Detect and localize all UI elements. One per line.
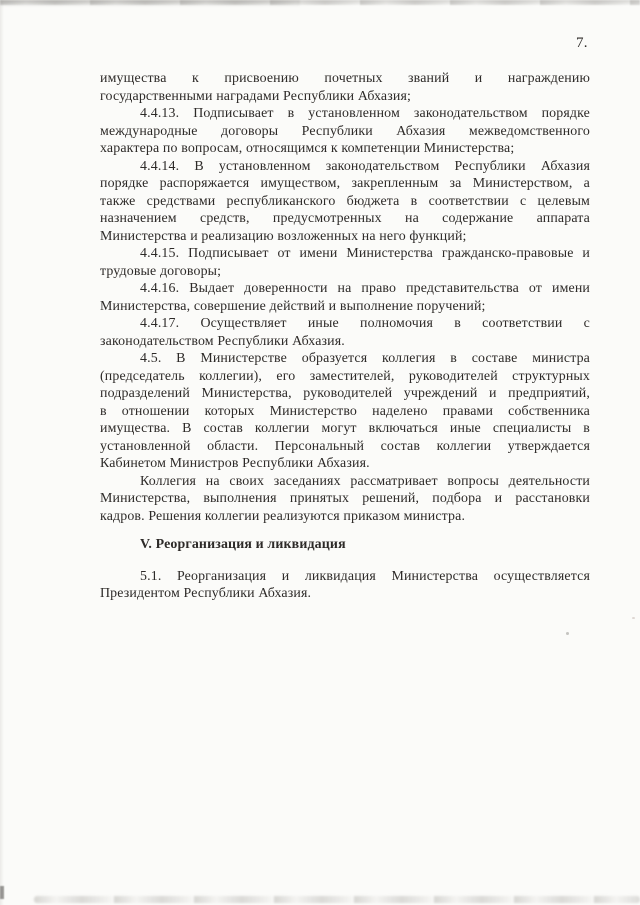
paragraph-line: также средствами республиканского бюджета в соответствии с целевым [100, 193, 590, 209]
paragraph-line: 5.1. Реорганизация и ликвидация Министерства осуществляется [140, 568, 590, 584]
paragraph-line: 4.5. В Министерстве образуется коллегия в составе министра [140, 351, 590, 366]
paragraph-line: имущества к присвоению почетных званий и награждению [100, 71, 590, 86]
paragraph-line: Министерства, совершение действий и выполнение поручений; [100, 298, 486, 314]
paragraph-line: Президентом Республики Абхазия. [100, 586, 312, 601]
scan-artifact-bottom-left-mark [0, 886, 4, 899]
paragraph-line: порядке распоряжается имуществом, закрепленным за Министерством, а [100, 176, 590, 191]
section-heading-text: V. Реорганизация и ликвидация [140, 537, 346, 552]
paragraph-line: законодательством Республики Абхазия. [100, 333, 345, 349]
paragraph-line: имущества. В состав коллегии могут включаться иные специалисты в [100, 421, 590, 436]
paragraph-line: характера по вопросам, относящимся к компетенции Министерства; [100, 141, 515, 156]
paragraph-line: назначением средств, предусмотренных на содержание аппарата [100, 211, 590, 226]
paragraph-line: в отношении которых Министерство наделено правами собственника [100, 403, 590, 419]
scan-artifact-bottom-edge [34, 896, 640, 903]
scan-artifact-top-left-smudge [0, 0, 300, 7]
paragraph-line: подразделений Министерства, руководителей учреждений и предприятий, [100, 386, 590, 401]
paragraph-line: (председатель коллегии), его заместителей, руководителей структурных [100, 368, 590, 384]
paragraph [100, 70, 590, 105]
paragraph-line: 4.4.13. Подписывает в установленном законодательством порядке [140, 106, 590, 121]
paragraph [100, 350, 590, 473]
paragraph [100, 473, 590, 526]
paragraph [100, 280, 590, 315]
paragraph-line: Коллегия на своих заседаниях рассматривает вопросы деятельности [140, 473, 590, 489]
scan-artifact-left-edge [0, 0, 4, 905]
paragraph [100, 158, 590, 246]
paragraph [100, 315, 590, 350]
paragraph-line: Кабинетом Министров Республики Абхазия. [100, 456, 370, 471]
paragraph-line: 4.4.14. В установленном законодательством Республики Абхазия [140, 158, 590, 174]
paragraph-line: трудовые договоры; [100, 263, 222, 279]
paragraph-line: 4.4.16. Выдает доверенности на право представительства от имени [140, 281, 590, 296]
paragraph-line: 4.4.17. Осуществляет иные полномочия в соответствии с [140, 316, 590, 331]
paragraph-line: установленной области. Персональный состав коллегии утверждается [100, 438, 590, 454]
paragraph-line: Министерства, выполнения принятых решений, подбора и расстановки [100, 491, 590, 506]
paragraph-line: международные договоры Республики Абхазия межведомственного [100, 123, 590, 139]
paragraph-line: 4.4.15. Подписывает от имени Министерства гражданско-правовые и [140, 246, 590, 261]
page-number: 7. [576, 35, 588, 51]
paragraph [100, 245, 590, 280]
document-body [100, 70, 590, 603]
scan-artifact-speck [632, 617, 635, 619]
paragraph-line: государственными наградами Республики Абхазия; [100, 88, 411, 104]
paragraph-line: Министерства и реализацию возложенных на него функций; [100, 228, 467, 244]
paragraph-line: кадров. Решения коллегии реализуются приказом министра. [100, 508, 466, 524]
paragraph [100, 568, 590, 603]
section-heading [100, 536, 590, 554]
scan-artifact-speck [566, 632, 569, 635]
paragraph [100, 105, 590, 158]
